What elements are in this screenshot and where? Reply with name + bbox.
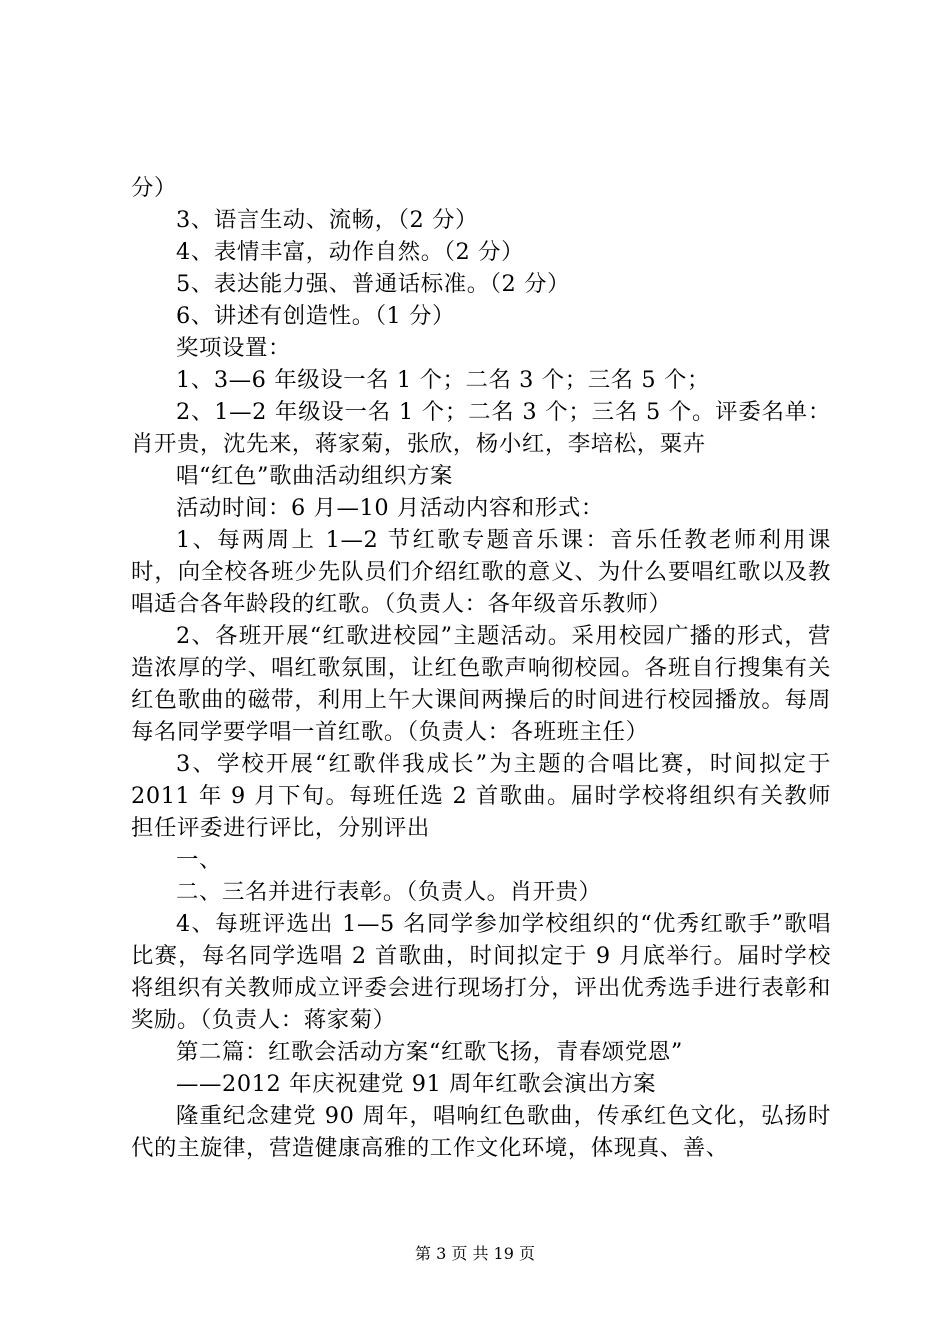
page-footer: 第 3 页 共 19 页	[415, 1244, 535, 1263]
paragraph: 分）	[131, 175, 177, 201]
paragraph: 第二篇：红歌会活动方案“红歌飞扬，青春颂党恩”	[176, 1039, 683, 1065]
paragraph: ——2012 年庆祝建党 91 周年红歌会演出方案	[176, 1071, 657, 1097]
paragraph: 1、3—6 年级设一名 1 个；二名 3 个；三名 5 个；	[176, 367, 710, 393]
paragraph: 奖项设置：	[176, 335, 291, 361]
paragraph: 隆重纪念建党 90 周年，唱响红色歌曲，传承红色文化，弘扬时代的主旋律，营造健康高雅的工作文化环境，体现真、善、	[131, 1103, 831, 1161]
document-body	[131, 172, 831, 1164]
paragraph: 1、每两周上 1—2 节红歌专题音乐课：音乐任教老师利用课时，向全校各班少先队员们介绍红歌的意义、为什么要唱红歌以及教唱适合各年龄段的红歌。（负责人：各年级音乐教师）	[131, 527, 831, 617]
paragraph: 唱“红色”歌曲活动组织方案	[176, 463, 453, 489]
paragraph: 3、学校开展“红歌伴我成长”为主题的合唱比赛，时间拟定于 2011 年 9 月下旬。每班任选 2 首歌曲。届时学校将组织有关教师担任评委进行评比，分别评出	[131, 751, 831, 841]
paragraph: 2、1—2 年级设一名 1 个；二名 3 个；三名 5 个。评委名单：肖开贵，沈先来，蒋家菊，张欣，杨小红，李培松，粟卉	[131, 399, 831, 457]
paragraph: 3、语言生动、流畅，（2 分）	[176, 207, 479, 233]
paragraph: 4、每班评选出 1—5 名同学参加学校组织的“优秀红歌手”歌唱比赛，每名同学选唱 2 首歌曲，时间拟定于 9 月底举行。届时学校将组织有关教师成立评委会进行现场打分，评出优秀选手进行表彰和奖励。（负责人：蒋家菊）	[131, 911, 831, 1033]
paragraph: 4、表情丰富，动作自然。（2 分）	[176, 239, 525, 265]
paragraph: 活动时间：6 月—10 月活动内容和形式：	[176, 495, 604, 521]
paragraph: 5、表达能力强、普通话标准。（2 分）	[176, 271, 571, 297]
paragraph: 二、三名并进行表彰。（负责人。肖开贵）	[176, 879, 602, 905]
paragraph: 一、	[176, 847, 222, 873]
paragraph: 2、各班开展“红歌进校园”主题活动。采用校园广播的形式，营造浓厚的学、唱红歌氛围，让红色歌声响彻校园。各班自行搜集有关红色歌曲的磁带，利用上午大课间两操后的时间进行校园播放。每周每名同学要学唱一首红歌。（负责人：各班班主任）	[131, 623, 831, 745]
paragraph: 6、讲述有创造性。（1 分）	[176, 303, 456, 329]
